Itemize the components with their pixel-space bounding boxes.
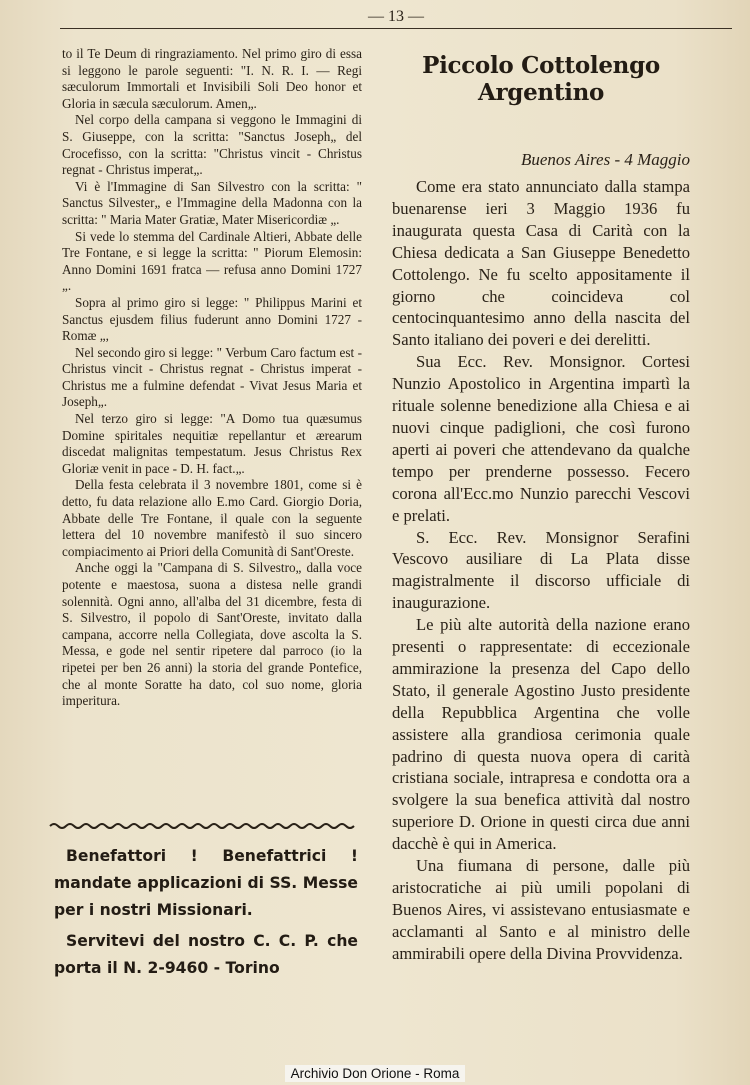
right-paragraph: Una fiumana di persone, dalle più aristocratiche ai più umili popolani di Buenos Aires, vi assistevano entusiasmate e acclamanti al Santo e al ministro delle ammirabili opere della Divina Provvidenza. — [392, 856, 690, 963]
article-title: Piccolo Cottolengo Argentino — [422, 52, 660, 106]
right-paragraph: S. Ecc. Rev. Monsignor Serafini Vescovo ausiliare di La Plata disse magistralmente il discorso ufficiale di inaugurazione. — [392, 527, 690, 613]
left-paragraph: Si vede lo stemma del Cardinale Altieri, Abbate delle Tre Fontane, e si legge la scritta: " Piorum Elemosin: Anno Domini 1691 fratca — refusa anno Domini 1727 „. — [62, 228, 362, 294]
appeal-line: Benefattori ! Benefattrici ! mandate applicazioni di SS. Messe per i nostri Missionari. — [54, 847, 358, 919]
left-column-article — [62, 46, 362, 710]
right-paragraph: Come era stato annunciato dalla stampa buenarense ieri 3 Maggio 1936 fu inaugurata questa Casa di Carità con la Chiesa dedicata a San Giuseppe Benedetto Cottolengo. Ne fu scelto appositamente il giorno che coincideva col centocinquantesimo anno della nascita del Santo italiano dei poveri e dei derelitti. — [392, 177, 690, 350]
appeal-line: Servitevi del nostro C. C. P. che porta il N. 2-9460 - Torino — [54, 932, 358, 977]
article-body — [392, 176, 690, 965]
article-dateline: Buenos Aires - 4 Maggio — [520, 150, 690, 169]
left-paragraph: Nel secondo giro si legge: " Verbum Caro factum est - Christus vincit - Christus regnat - Christus imperat - Christus me a fulmine defendat - Vivat Jesus Maria et Joseph„. — [62, 344, 362, 410]
right-paragraph: Sua Ecc. Rev. Monsignor. Cortesi Nunzio Apostolico in Argentina impartì la rituale solenne benedizione alla Chiesa e ai nuovi cinque padiglioni, che così furono aperti ai poveri che attendevano da qualche tempo per prenderne possesso. Fecero corona all'Ecc.mo Nunzio parecchi Vescovi e prelati. — [392, 352, 690, 525]
archive-watermark — [0, 1066, 750, 1081]
page-number: — 13 — — [368, 8, 424, 25]
right-column-article — [392, 52, 690, 965]
wavy-divider — [48, 821, 360, 831]
page-header — [60, 6, 732, 34]
left-paragraph: Nel terzo giro si legge: "A Domo tua quæsumus Domine spiritales nequitiæ repellantur et ærearum discedat malignitas tempestatum. Jesus Christus Rex Gloriæ venit in pace - D. H. fact.„. — [62, 411, 362, 476]
header-rule — [60, 28, 732, 29]
donation-appeal — [54, 843, 358, 986]
left-paragraph: to il Te Deum di ringraziamento. Nel primo giro di essa si leggono le parole seguenti: "I. N. R. I. — Regi sæculorum Immortali et Invisibili Soli Deo honor et Gloria in sæcula sæculorum. Amen„. — [62, 46, 362, 111]
left-paragraph: Anche oggi la "Campana di S. Silvestro„ dalla voce potente e maestosa, suona a distesa nelle grandi solennità. Ogni anno, all'alba del 31 dicembre, festa di S. Silvestro, il popolo di Sant'Oreste, invitato dalla campana, accorre nella Collegiata, dove ascolta la S. Messa, e gode nel sentir ripetere dal parroco (io la ripetei per ben 26 anni) la storia del grande Pontefice, che al monte Soratte ha dato, col suo nome, gloria imperitura. — [62, 560, 362, 709]
archive-label: Archivio Don Orione - Roma — [285, 1065, 466, 1082]
left-paragraph: Sopra al primo giro si legge: " Philippus Marini et Sanctus ejusdem filius fuderunt anno Domini 1727 - Romæ „, — [62, 294, 362, 344]
left-paragraph: Della festa celebrata il 3 novembre 1801, come si è detto, fu data relazione allo E.mo Card. Giorgio Doria, Abbate delle Tre Fontane, il quale con la seguente lettera del 10 novembre manifestò il suo sincero compiacimento ai Priori della Comunità di Sant'Oreste. — [62, 477, 362, 559]
left-paragraph: Nel corpo della campana si veggono le Immagini di S. Giuseppe, con la scritta: "Sanctus Joseph„ del Crocefisso, con la scritta: "Christus vincit - Christus regnat - Christus imperat„. — [62, 112, 362, 178]
right-paragraph: Le più alte autorità della nazione erano presenti o rappresentate: di eccezionale ammirazione la presenza del Capo dello Stato, il generale Agostino Justo presidente della Repubblica Argentina che volle assistere alla grandiosa cerimonia quale padrino di questa nuova opera di carità cristiana sociale, intrapresa e condotta ora a svolgere la sua benefica attività dal nostro superiore D. Orione in questi circa due anni dacchè è qui in America. — [392, 615, 690, 854]
left-paragraph: Vi è l'Immagine di San Silvestro con la scritta: " Sanctus Silvester„ e l'Immagine della Madonna con la scritta: " Maria Mater Gratiæ, Mater Misericordiæ „. — [62, 178, 362, 227]
